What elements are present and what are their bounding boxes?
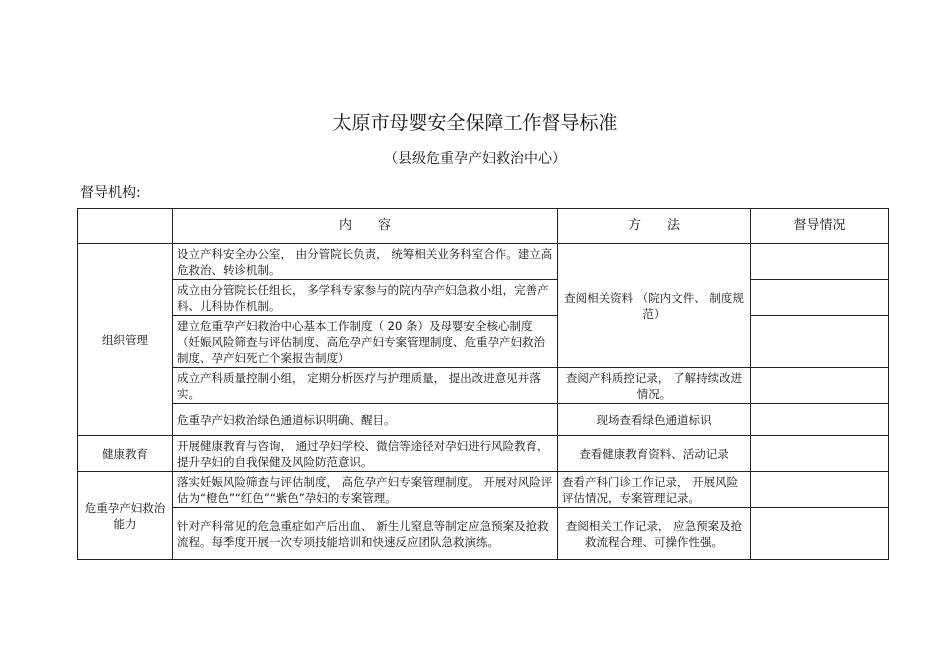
- content-cell: 开展健康教育与咨询， 通过孕妇学校、微信等途径对孕妇进行风险教育，提升孕妇的自我保健及风险防范意识。: [173, 436, 558, 472]
- content-cell: 成立产科质量控制小组， 定期分析医疗与护理质量， 提出改进意见并落实。: [173, 368, 558, 404]
- header-category: [78, 209, 173, 244]
- status-cell[interactable]: [751, 436, 889, 472]
- method-cell: 查阅产科质控记录， 了解持续改进情况。: [558, 368, 751, 404]
- table-row: [78, 244, 889, 280]
- table-row: [78, 316, 889, 368]
- status-cell[interactable]: [751, 368, 889, 404]
- status-cell[interactable]: [751, 316, 889, 368]
- content-cell: 落实妊娠风险筛查与评估制度， 高危孕产妇专案管理制度。 开展对风险评估为“橙色”“红色”“紫色”孕妇的专案管理。: [173, 472, 558, 508]
- category-health-education: 健康教育: [78, 436, 173, 472]
- category-org-management: 组织管理: [78, 244, 173, 436]
- content-cell: 危重孕产妇救治绿色通道标识明确、醒目。: [173, 404, 558, 436]
- table-row: [78, 472, 889, 508]
- status-cell[interactable]: [751, 472, 889, 508]
- table-row: [78, 436, 889, 472]
- category-critical-rescue: 危重孕产妇救治能力: [78, 472, 173, 560]
- table-row: [78, 508, 889, 560]
- method-cell: 查看产科门诊工作记录， 开展风险评估情况，专案管理记录。: [558, 472, 751, 508]
- status-cell[interactable]: [751, 280, 889, 316]
- content-cell: 针对产科常见的危急重症如产后出血、 新生儿窒息等制定应急预案及抢救流程。每季度开展一次专项技能培训和快速反应团队急救演练。: [173, 508, 558, 560]
- table-header-row: [78, 209, 889, 244]
- document-title: 太原市母婴安全保障工作督导标准: [332, 112, 618, 134]
- method-cell: 查阅相关资料 （院内文件、 制度规范）: [558, 244, 751, 368]
- header-status: 督导情况: [751, 209, 889, 244]
- document-subtitle: （县级危重孕产妇救治中心）: [384, 151, 566, 167]
- method-cell: 查阅相关工作记录， 应急预案及抢救流程合理、可操作性强。: [558, 508, 751, 560]
- method-cell: 查看健康教育资料、活动记录: [558, 436, 751, 472]
- table-row: [78, 404, 889, 436]
- content-cell: 成立由分管院长任组长， 多学科专家参与的院内孕产妇急救小组，完善产科、儿科协作机制。: [173, 280, 558, 316]
- status-cell[interactable]: [751, 508, 889, 560]
- header-method: 方 法: [558, 209, 751, 244]
- method-cell: 现场查看绿色通道标识: [558, 404, 751, 436]
- content-cell: 建立危重孕产妇救治中心基本工作制度（ 20 条）及母婴安全核心制度（妊娠风险筛查与评估制度、高危孕产妇专案管理制度、危重孕产妇救治制度、孕产妇死亡个案报告制度）: [173, 316, 558, 368]
- header-content: 内 容: [173, 209, 558, 244]
- supervision-standard-table: [77, 208, 889, 560]
- status-cell[interactable]: [751, 244, 889, 280]
- table-row: [78, 280, 889, 316]
- supervising-org-label: 督导机构:: [80, 185, 141, 201]
- content-cell: 设立产科安全办公室， 由分管院长负责， 统筹相关业务科室合作。建立高危救治、转诊机制。: [173, 244, 558, 280]
- status-cell[interactable]: [751, 404, 889, 436]
- table-row: [78, 368, 889, 404]
